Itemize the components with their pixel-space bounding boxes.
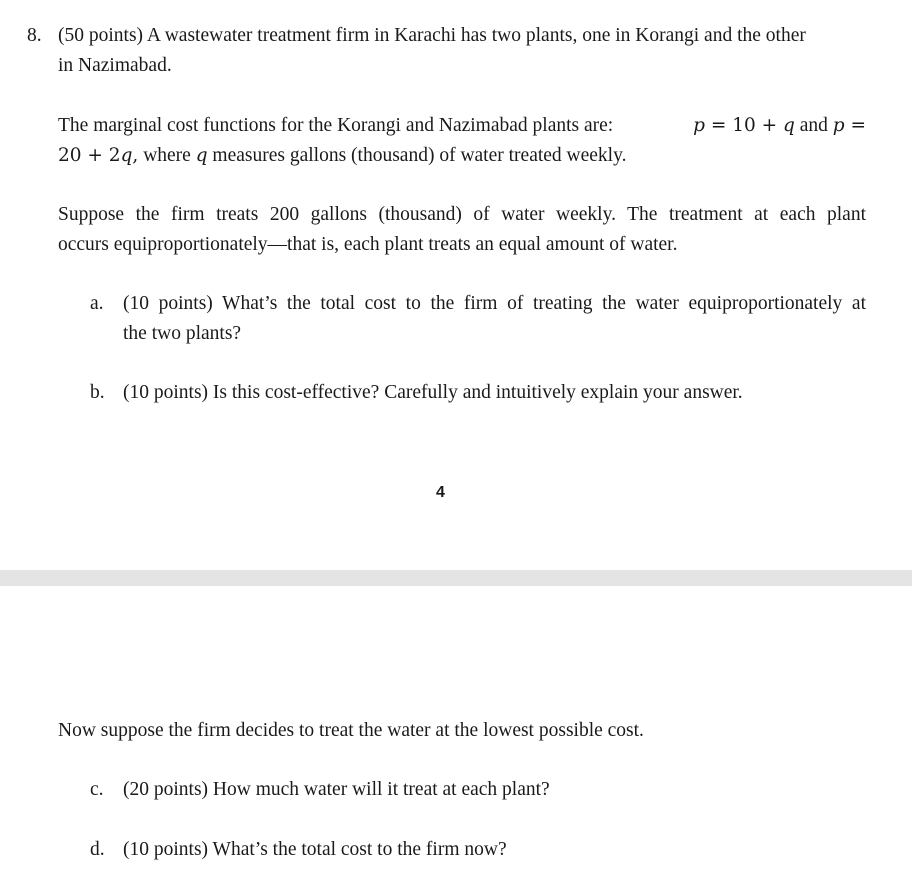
question-intro-line-2: in Nazimabad. [58, 55, 172, 76]
page-separator [0, 570, 912, 586]
part-b-label: b. [90, 382, 105, 403]
marginal-cost-line-1 [58, 114, 866, 138]
quantity-description: measures gallons (thousand) of water treated weekly. [207, 145, 627, 166]
question-number: 8. [27, 25, 42, 46]
question-intro-line-1 [58, 24, 866, 48]
and-word: and [794, 115, 833, 136]
marginal-cost-text: The marginal cost functions for the Korangi and Nazimabad plants are: [58, 115, 614, 136]
part-a-line-1: (10 points) What’s the total cost to the firm of treating the water equiproportionately at [123, 293, 866, 314]
marginal-cost-equations [693, 114, 866, 138]
question-intro-text-1: (50 points) A wastewater treatment firm in Karachi has two plants, one in Korangi and the other [58, 25, 806, 46]
part-b-text: (10 points) Is this cost-effective? Carefully and intuitively explain your answer. [123, 382, 743, 403]
part-d-label: d. [90, 839, 105, 860]
lowest-cost-text: Now suppose the firm decides to treat the water at the lowest possible cost. [58, 720, 644, 741]
document-page-5 [0, 586, 912, 892]
nazimabad-quantity-symbol: q [120, 145, 133, 166]
part-c-text: (20 points) How much water will it treat at each plant? [123, 779, 550, 800]
korangi-price-symbol: p [693, 115, 705, 136]
nazimabad-equation-rhs: 20 + 2 [58, 145, 121, 166]
page-number: 4 [436, 484, 445, 501]
part-a-label: a. [90, 293, 104, 314]
equation-comma: , [132, 145, 139, 166]
korangi-quantity-symbol: q [783, 115, 795, 136]
suppose-line-1: Suppose the firm treats 200 gallons (thousand) of water weekly. The treatment at each plant [58, 204, 866, 225]
part-c-label: c. [90, 779, 104, 800]
part-a-line-2: the two plants? [123, 323, 242, 344]
part-d-text: (10 points) What’s the total cost to the firm now? [123, 839, 507, 860]
nazimabad-equals: = [844, 115, 866, 136]
quantity-symbol: q [195, 145, 208, 166]
marginal-cost-line-2 [58, 144, 626, 168]
where-word: where [138, 145, 196, 166]
nazimabad-price-symbol: p [832, 115, 845, 136]
suppose-line-2: occurs equiproportionately—that is, each plant treats an equal amount of water. [58, 234, 678, 255]
korangi-equation-rest: = 10 + [704, 115, 784, 136]
